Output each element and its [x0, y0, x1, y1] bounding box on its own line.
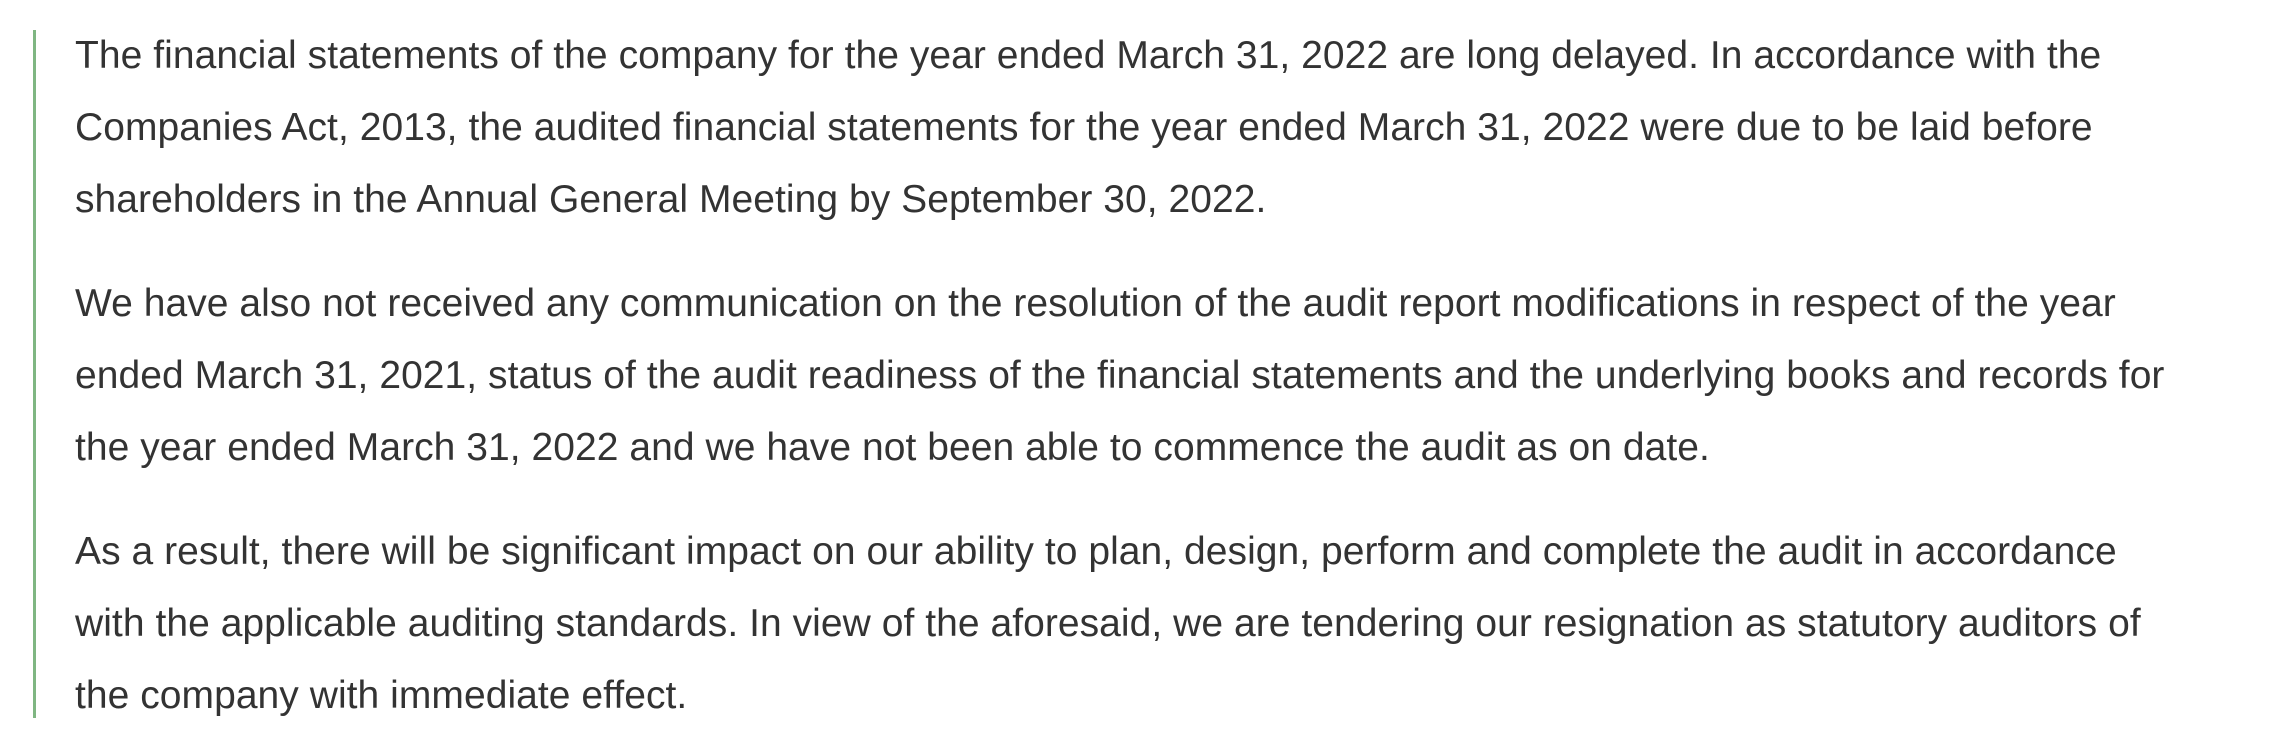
- text-line: The financial statements of the company for the year ended March 31, 2022 are long delayed. In accordance with the: [75, 34, 2102, 77]
- quote-body: [75, 20, 2270, 732]
- quote-accent-bar: [33, 30, 36, 718]
- text-line: ended March 31, 2021, status of the audit readiness of the financial statements and the underlying books and records for: [75, 354, 2165, 397]
- paragraph-3: [75, 516, 2270, 732]
- text-line: the year ended March 31, 2022 and we have not been able to commence the audit as on date.: [75, 426, 1710, 469]
- text-line: As a result, there will be significant impact on our ability to plan, design, perform and complete the audit in accordance: [75, 530, 2117, 573]
- text-line: Companies Act, 2013, the audited financial statements for the year ended March 31, 2022 were due to be laid before: [75, 106, 2093, 149]
- paragraph-1: [75, 20, 2270, 236]
- text-line: the company with immediate effect.: [75, 674, 688, 717]
- text-line: shareholders in the Annual General Meeting by September 30, 2022.: [75, 178, 1267, 221]
- text-line: with the applicable auditing standards. In view of the aforesaid, we are tendering our resignation as statutory auditors of: [75, 602, 2141, 645]
- text-line: We have also not received any communication on the resolution of the audit report modifications in respect of the year: [75, 282, 2116, 325]
- paragraph-2: [75, 268, 2270, 484]
